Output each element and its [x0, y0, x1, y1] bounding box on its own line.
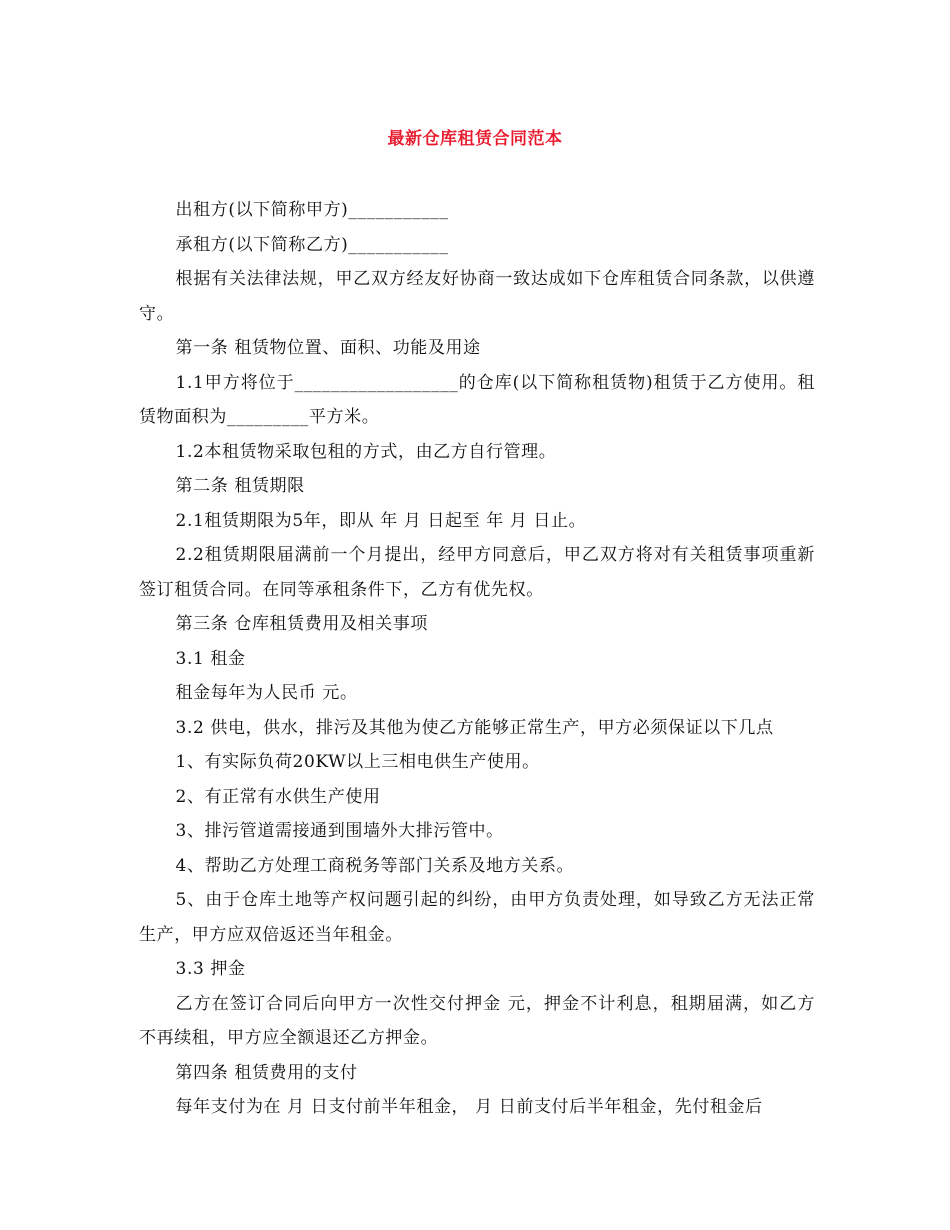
- clause-3-1-text: 租金每年为人民币 元。: [175, 683, 358, 703]
- clause-1-1: 1.1甲方将位于__________________的仓库(以下简称租赁物)租赁于乙方使用。租赁物面积为_________平方米。: [139, 372, 815, 427]
- clause-3-1-heading: 3.1 租金: [175, 648, 246, 669]
- clause-3-2-item-3: 3、排污管道需接通到围墙外大排污管中。: [175, 821, 504, 841]
- article-2-heading: 第二条 租赁期限: [175, 476, 305, 496]
- article-3-heading: 第三条 仓库租赁费用及相关事项: [175, 614, 428, 634]
- clause-3-3-text: 乙方在签订合同后向甲方一次性交付押金 元，押金不计利息，租期届满，如乙方不再续租，甲方应全额退还乙方押金。: [139, 993, 815, 1048]
- clause-2-2: 2.2租赁期限届满前一个月提出，经甲方同意后，甲乙双方将对有关租赁事项重新签订租赁合同。在同等承租条件下，乙方有优先权。: [139, 545, 815, 600]
- document-body: [139, 193, 815, 1125]
- clause-3-2-item-1: 1、有实际负荷20KW以上三相电供生产使用。: [175, 752, 540, 772]
- clause-2-1: 2.1租赁期限为5年，即从 年 月 日起至 年 月 日止。: [175, 510, 587, 531]
- clause-3-2-item-4: 4、帮助乙方处理工商税务等部门关系及地方关系。: [175, 855, 575, 876]
- clause-3-2-item-2: 2、有正常有水供生产使用: [175, 786, 381, 807]
- article-4-heading: 第四条 租赁费用的支付: [175, 1062, 358, 1083]
- clause-3-2: 3.2 供电，供水，排污及其他为使乙方能够正常生产，甲方必须保证以下几点: [175, 717, 774, 738]
- article-4-text: 每年支付为在 月 日支付前半年租金， 月 日前支付后半年租金，先付租金后: [175, 1097, 763, 1117]
- clause-3-2-item-5: 5、由于仓库土地等产权问题引起的纠纷，由甲方负责处理，如导致乙方无法正常生产，甲方应双倍返还当年租金。: [139, 890, 815, 945]
- paragraph-preamble: 根据有关法律法规，甲乙双方经友好协商一致达成如下仓库租赁合同条款，以供遵守。: [139, 269, 815, 324]
- clause-3-3-heading: 3.3 押金: [175, 959, 246, 979]
- paragraph-lessor: 出租方(以下简称甲方)___________: [175, 200, 449, 220]
- article-1-heading: 第一条 租赁物位置、面积、功能及用途: [175, 338, 481, 358]
- document-title: 最新仓库租赁合同范本: [387, 129, 563, 149]
- paragraph-lessee: 承租方(以下简称乙方)___________: [175, 234, 449, 255]
- clause-1-2: 1.2本租赁物采取包租的方式，由乙方自行管理。: [175, 441, 557, 462]
